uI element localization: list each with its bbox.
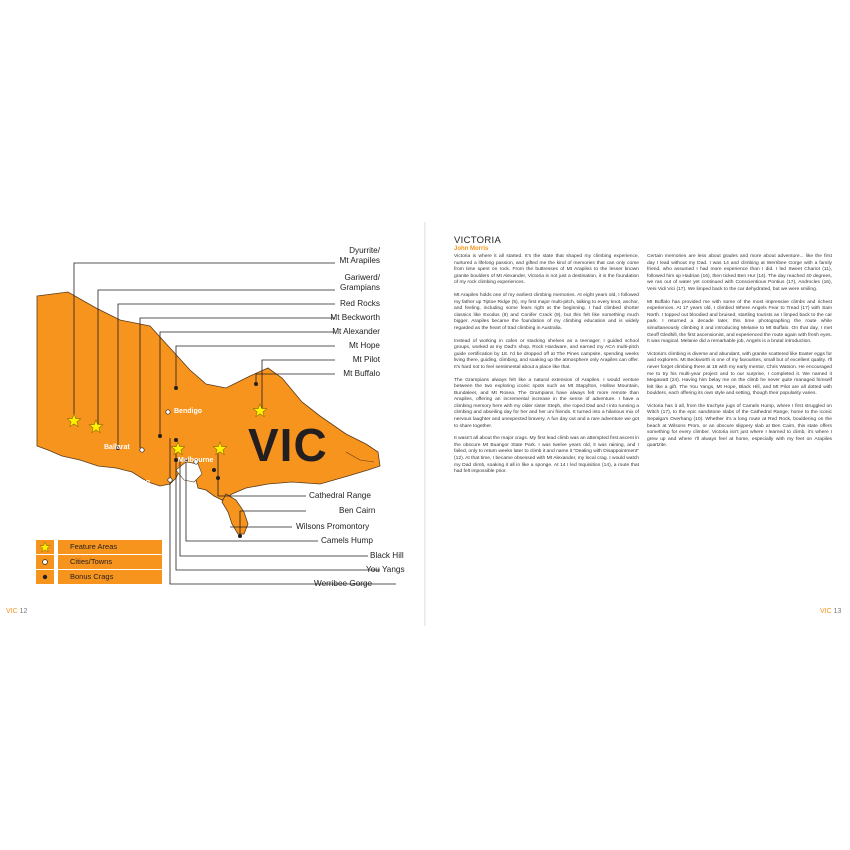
right-folio: [820, 608, 841, 615]
black-dot-icon: [216, 476, 220, 480]
star-icon: [36, 540, 54, 554]
bendigo-dot: [166, 410, 170, 414]
black-dot-icon: [158, 434, 162, 438]
crag-label-grampians: Gariwerd/ Grampians: [339, 273, 380, 292]
state-label: VIC: [248, 419, 328, 471]
paragraph: Mt Arapiles holds one of my earliest climbing memories. At eight years old, I followed my father up Tiptoe Ridge (5), my first major multi-pitch, talking to every knot, anchor, and feeling, including some fears right at the beginning. I had climbed shorter classics like Exodus (8) and Conifer Crack (9), but this felt like something much bigger. Arapiles became the foundation of my climbing education and is widely regarded as the heart of trad climbing in Australia.: [454, 292, 639, 331]
city-label-melbourne: Melbourne: [178, 457, 214, 464]
crag-label-buffalo: Mt Buffalo: [343, 369, 380, 378]
article-author: John Morris: [454, 246, 489, 252]
folio-page: 12: [19, 608, 28, 615]
victoria-land: [37, 292, 380, 500]
paragraph: Instead of working in cafes or stacking shelves as a teenager, I guided school groups, worked at my Dad's shop, Rock Hardware, and earned my ACA multi-pitch guide certification by 18. I'd be dropped off at The Pines campsite, spending weeks living there, guiding, climbing, and soaking up the atmosphere only Arapiles can offer. It's hard not to feel sentimental about a place like that.: [454, 338, 639, 370]
black-dot-icon: [212, 468, 216, 472]
crag-label-wilsons: Wilsons Promontory: [296, 522, 370, 531]
paragraph: Victoria's climbing is diverse and abundant, with granite scattered like Easter eggs for avid explorers. Mt Beckworth is one of my favourites, small but of excellent quality. I'll never forget climbing there at 18 with my early mentor, Chris Watson. He encouraged me to try his multi-year project and to our surprise, I completed it. We named it Megawatt (24). Having him belay me on the climb he never quite managed himself felt like a gift. The You Yangs, Mt Hope, Black Hill, and Mt Pilot are all dotted with boulders, each offering its own style and setting, though their popularity varies.: [647, 351, 832, 397]
legend-bonus-crags: [36, 570, 162, 584]
paragraph: Mt Buffalo has provided me with some of the most impressive climbs and richest experiences. At 17 years old, I climbed Where Angels Fear to Tread (17) with Sam North. I topped out bloodied and bruised, startling tourists as I limped back to the car park. I returned a decade later, this time photographing the route while simultaneously climbing it and introducing Melanie to Mt Buffalo. On that day, I met Geoff Gledhill, the first ascensionist, and experienced the route again with fresh eyes. It was magical. Melanie did a remarkable job, Angels is a brutal introduction.: [647, 299, 832, 345]
city-label-ballarat: Ballarat: [104, 444, 130, 451]
wilsons-promontory-land: [222, 494, 248, 534]
paragraph: Certain memories are less about grades and more about adventure... like the first day I lead without my Dad. I was 14 and climbing at Werribee Gorge with a family friend, who assumed I had more experience than I did. I led Sweet Chariot (11), followed him up Hadrian (16), then ticked Ben Hur (14). The day reached 40 degrees, we ran out of water yet continued with Conscientious Pontius (17), Androcles (16), Veni Vidi Vici (17). We limped back to the car dehydrated, but we were smiling.: [647, 254, 832, 292]
ballarat-dot: [140, 448, 144, 452]
crag-label-hope: Mt Hope: [349, 341, 380, 350]
black-dot-icon: [238, 534, 242, 538]
paragraph: Victoria has it all, from the trachyte jugs of Camels Hump, where I first struggled on Witch (17), to the epic sandstone slabs of the Cathedral Range, home to the iconic Sepalga's Overhang (10). Whether it's a long route at Red Rock, bouldering on the beach at Wilsons Prom, or an obscure slippery slab at Ben Cairn, this state offers something for every climber. Victoria isn't just where I learned to climb, it's where I grew up and where I'll always feel at home, especially with my feet on Arapiles quartzite.: [647, 403, 832, 449]
crag-label-you-yangs: You Yangs: [366, 565, 405, 574]
crag-label-camels-hump: Camels Hump: [321, 536, 373, 545]
paragraph: The Grampians always felt like a natural extension of Arapiles. I would venture between the two exploring iconic spots such as Mt Stapylton, Hollow Mountain, Bundaleer, and Mt Rosea. The Grampians have always felt more remote than Arapiles, offering an incremental increase in the sense of adventure. I have a climbing memory here with my older sister Steph, she roped Dad and I into running a climbing and abseiling day for her and her uni friends. It turned into a hilarious mix of nervous laughter and unexpected bravery. A fun day out and a rare adventure we got to share together.: [454, 377, 639, 429]
crag-label-red-rocks: Red Rocks: [339, 299, 380, 308]
crag-label-alexander: Mt Alexander: [332, 327, 380, 336]
city-label-bendigo: Bendigo: [174, 408, 202, 415]
city-label-geelong: Geelong: [122, 479, 151, 486]
folio-section: VIC: [6, 608, 18, 615]
article-title: VICTORIA: [454, 235, 502, 246]
legend-feature-areas: [36, 540, 162, 554]
left-folio: [6, 608, 27, 615]
crag-label-arapiles: Dyurrite/ Mt Arapiles: [339, 246, 380, 265]
folio-page: 13: [833, 608, 842, 615]
crag-label-pilot: Mt Pilot: [352, 355, 380, 364]
white-dot-icon: [36, 555, 54, 569]
crag-label-werribee: Werribee Gorge: [314, 579, 373, 588]
geelong-dot: [168, 478, 172, 482]
crag-label-cathedral: Cathedral Range: [309, 491, 371, 500]
crag-label-ben-cairn: Ben Cairn: [339, 506, 376, 515]
map-legend: [36, 540, 162, 585]
article-left-column: [454, 254, 639, 482]
folio-section: VIC: [820, 608, 832, 615]
paragraph: Victoria is where it all started. It's the state that shaped my climbing experience, nurtured a lifelong passion, and gifted me the kind of memories that can only come from time spent on rock. From the buttresses of Mt Arapiles to the lesser known granite boulders of Mt Alexander, Victoria is not just a destination, it is the foundation of my rock climbing experiences.: [454, 254, 639, 286]
legend-swatch: [36, 555, 54, 569]
legend-label: Bonus Crags: [58, 570, 162, 584]
crag-label-black-hill: Black Hill: [370, 551, 404, 560]
legend-cities: [36, 555, 162, 569]
page-gutter: [424, 222, 426, 626]
crag-label-beckworth: Mt Beckworth: [330, 313, 380, 322]
black-dot-icon: [254, 382, 258, 386]
legend-swatch: [36, 540, 54, 554]
legend-label: Cities/Towns: [58, 555, 162, 569]
paragraph: It wasn't all about the major crags. My first lead climb was an attempted first ascent in the obscure Mt Buangor State Park. I was twelve years old, it was raining, and I failed, only to return weeks later to climb it and name it "Dealing with Disappointment" (12). At that time, I became obsessed with Mt Alexander, my local crag. I would watch my Dad climb, soaking it all in like a sponge. At 14 I led Inquisition (14), a route that had felt impossible prior.: [454, 436, 639, 475]
black-dot-icon: [174, 386, 178, 390]
black-dot-icon: [174, 438, 178, 442]
black-dot-icon: [36, 570, 54, 584]
legend-swatch: [36, 570, 54, 584]
legend-label: Feature Areas: [58, 540, 162, 554]
article-right-column: [647, 254, 832, 456]
